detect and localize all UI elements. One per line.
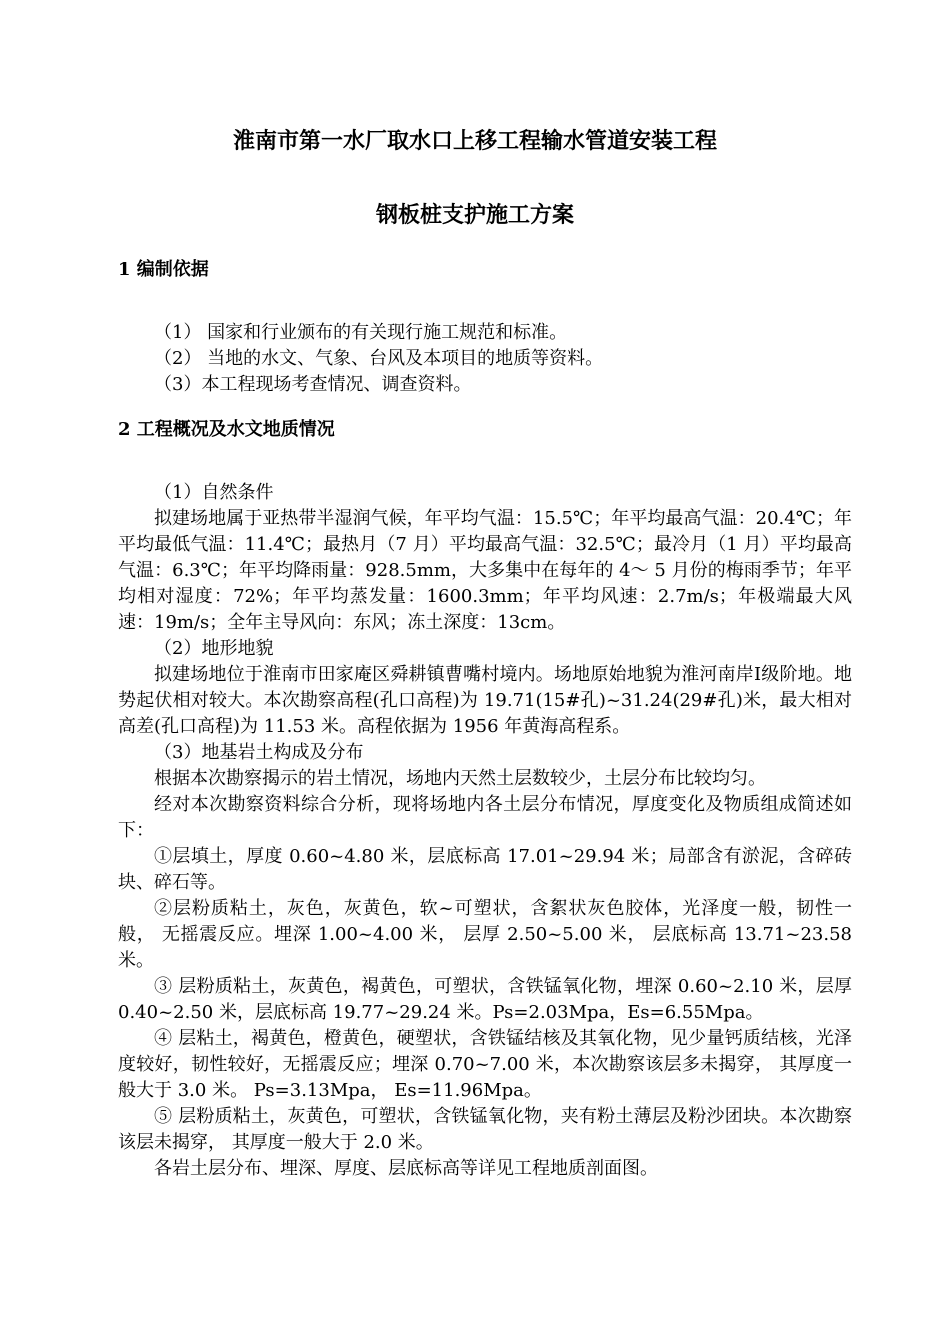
paragraph: ④ 层粘土，褐黄色，橙黄色，硬塑状，含铁锰结核及其氧化物，见少量钙质结核，光泽度较好，韧性较好，无摇震反应；埋深 0.70~7.00 米，本次勘察该层多未揭穿， 其厚度一般大于 3.0 米。 Ps=3.13Mpa， Es=11.96Mpa。 [118, 1028, 852, 1101]
paragraph: 根据本次勘察揭示的岩土情况，场地内天然土层数较少，土层分布比较均匀。 [154, 768, 766, 789]
paragraph: （2） 当地的水文、气象、台风及本项目的地质等资料。 [154, 348, 604, 369]
paragraph: （3）地基岩土构成及分布 [154, 742, 364, 763]
document-subtitle: 钢板桩支护施工方案 [375, 202, 574, 228]
paragraph: 拟建场地属于亚热带半湿润气候，年平均气温：15.5℃；年平均最高气温：20.4℃；年平均最低气温：11.4℃；最热月（7 月）平均最高气温：32.5℃；最冷月（1 月）平均最高气温：6.3℃；年平均降雨量：928.5mm，大多集中在每年的 4～ 5 月份的梅雨季节；年平均相对湿度：72%；年平均蒸发量：1600.3mm；年平均风速：2.7m/s；年极端最大风速：19m/s；全年主导风向：东风；冻土深度：13cm。 [118, 508, 852, 633]
paragraph: 各岩土层分布、埋深、厚度、层底标高等详见工程地质剖面图。 [154, 1158, 658, 1179]
document-title: 淮南市第一水厂取水口上移工程输水管道安装工程 [232, 128, 717, 154]
paragraph: （1） 国家和行业颁布的有关现行施工规范和标准。 [154, 322, 568, 343]
paragraph: （1）自然条件 [154, 482, 274, 503]
paragraph: ⑤ 层粉质粘土，灰黄色，可塑状，含铁锰氧化物，夹有粉土薄层及粉沙团块。本次勘察该层未揭穿， 其厚度一般大于 2.0 米。 [118, 1106, 852, 1153]
paragraph: 拟建场地位于淮南市田家庵区舜耕镇曹嘴村境内。场地原始地貌为淮河南岸Ⅰ级阶地。地势起伏相对较大。本次勘察高程(孔口高程)为 19.71(15#孔)~31.24(29#孔)米，最大相对高差(孔口高程)为 11.53 米。高程依据为 1956 年黄海高程系。 [118, 664, 852, 737]
section-basis-body [118, 320, 852, 398]
section-heading-overview: 2 工程概况及水文地质情况 [118, 419, 335, 440]
paragraph: （3）本工程现场考查情况、调查资料。 [154, 374, 472, 395]
paragraph: ③ 层粉质粘土，灰黄色，褐黄色，可塑状，含铁锰氧化物，埋深 0.60~2.10 米，层厚 0.40~2.50 米，层底标高 19.77~29.24 米。Ps=2.03Mpa，Es=6.55Mpa。 [118, 976, 852, 1023]
paragraph: 经对本次勘察资料综合分析，现将场地内各土层分布情况，厚度变化及物质组成简述如下： [118, 794, 852, 841]
paragraph: ②层粉质粘土，灰色，灰黄色，软~可塑状，含絮状灰色胶体，光泽度一般，韧性一般， 无摇震反应。埋深 1.00~4.00 米， 层厚 2.50~5.00 米， 层底标高 13.71~23.58 米。 [118, 898, 852, 971]
paragraph: （2）地形地貌 [154, 638, 274, 659]
section-heading-basis: 1 编制依据 [118, 259, 209, 280]
section-overview-body [118, 480, 852, 1182]
paragraph: ①层填土，厚度 0.60~4.80 米，层底标高 17.01~29.94 米；局部含有淤泥，含碎砖块、碎石等。 [118, 846, 852, 893]
